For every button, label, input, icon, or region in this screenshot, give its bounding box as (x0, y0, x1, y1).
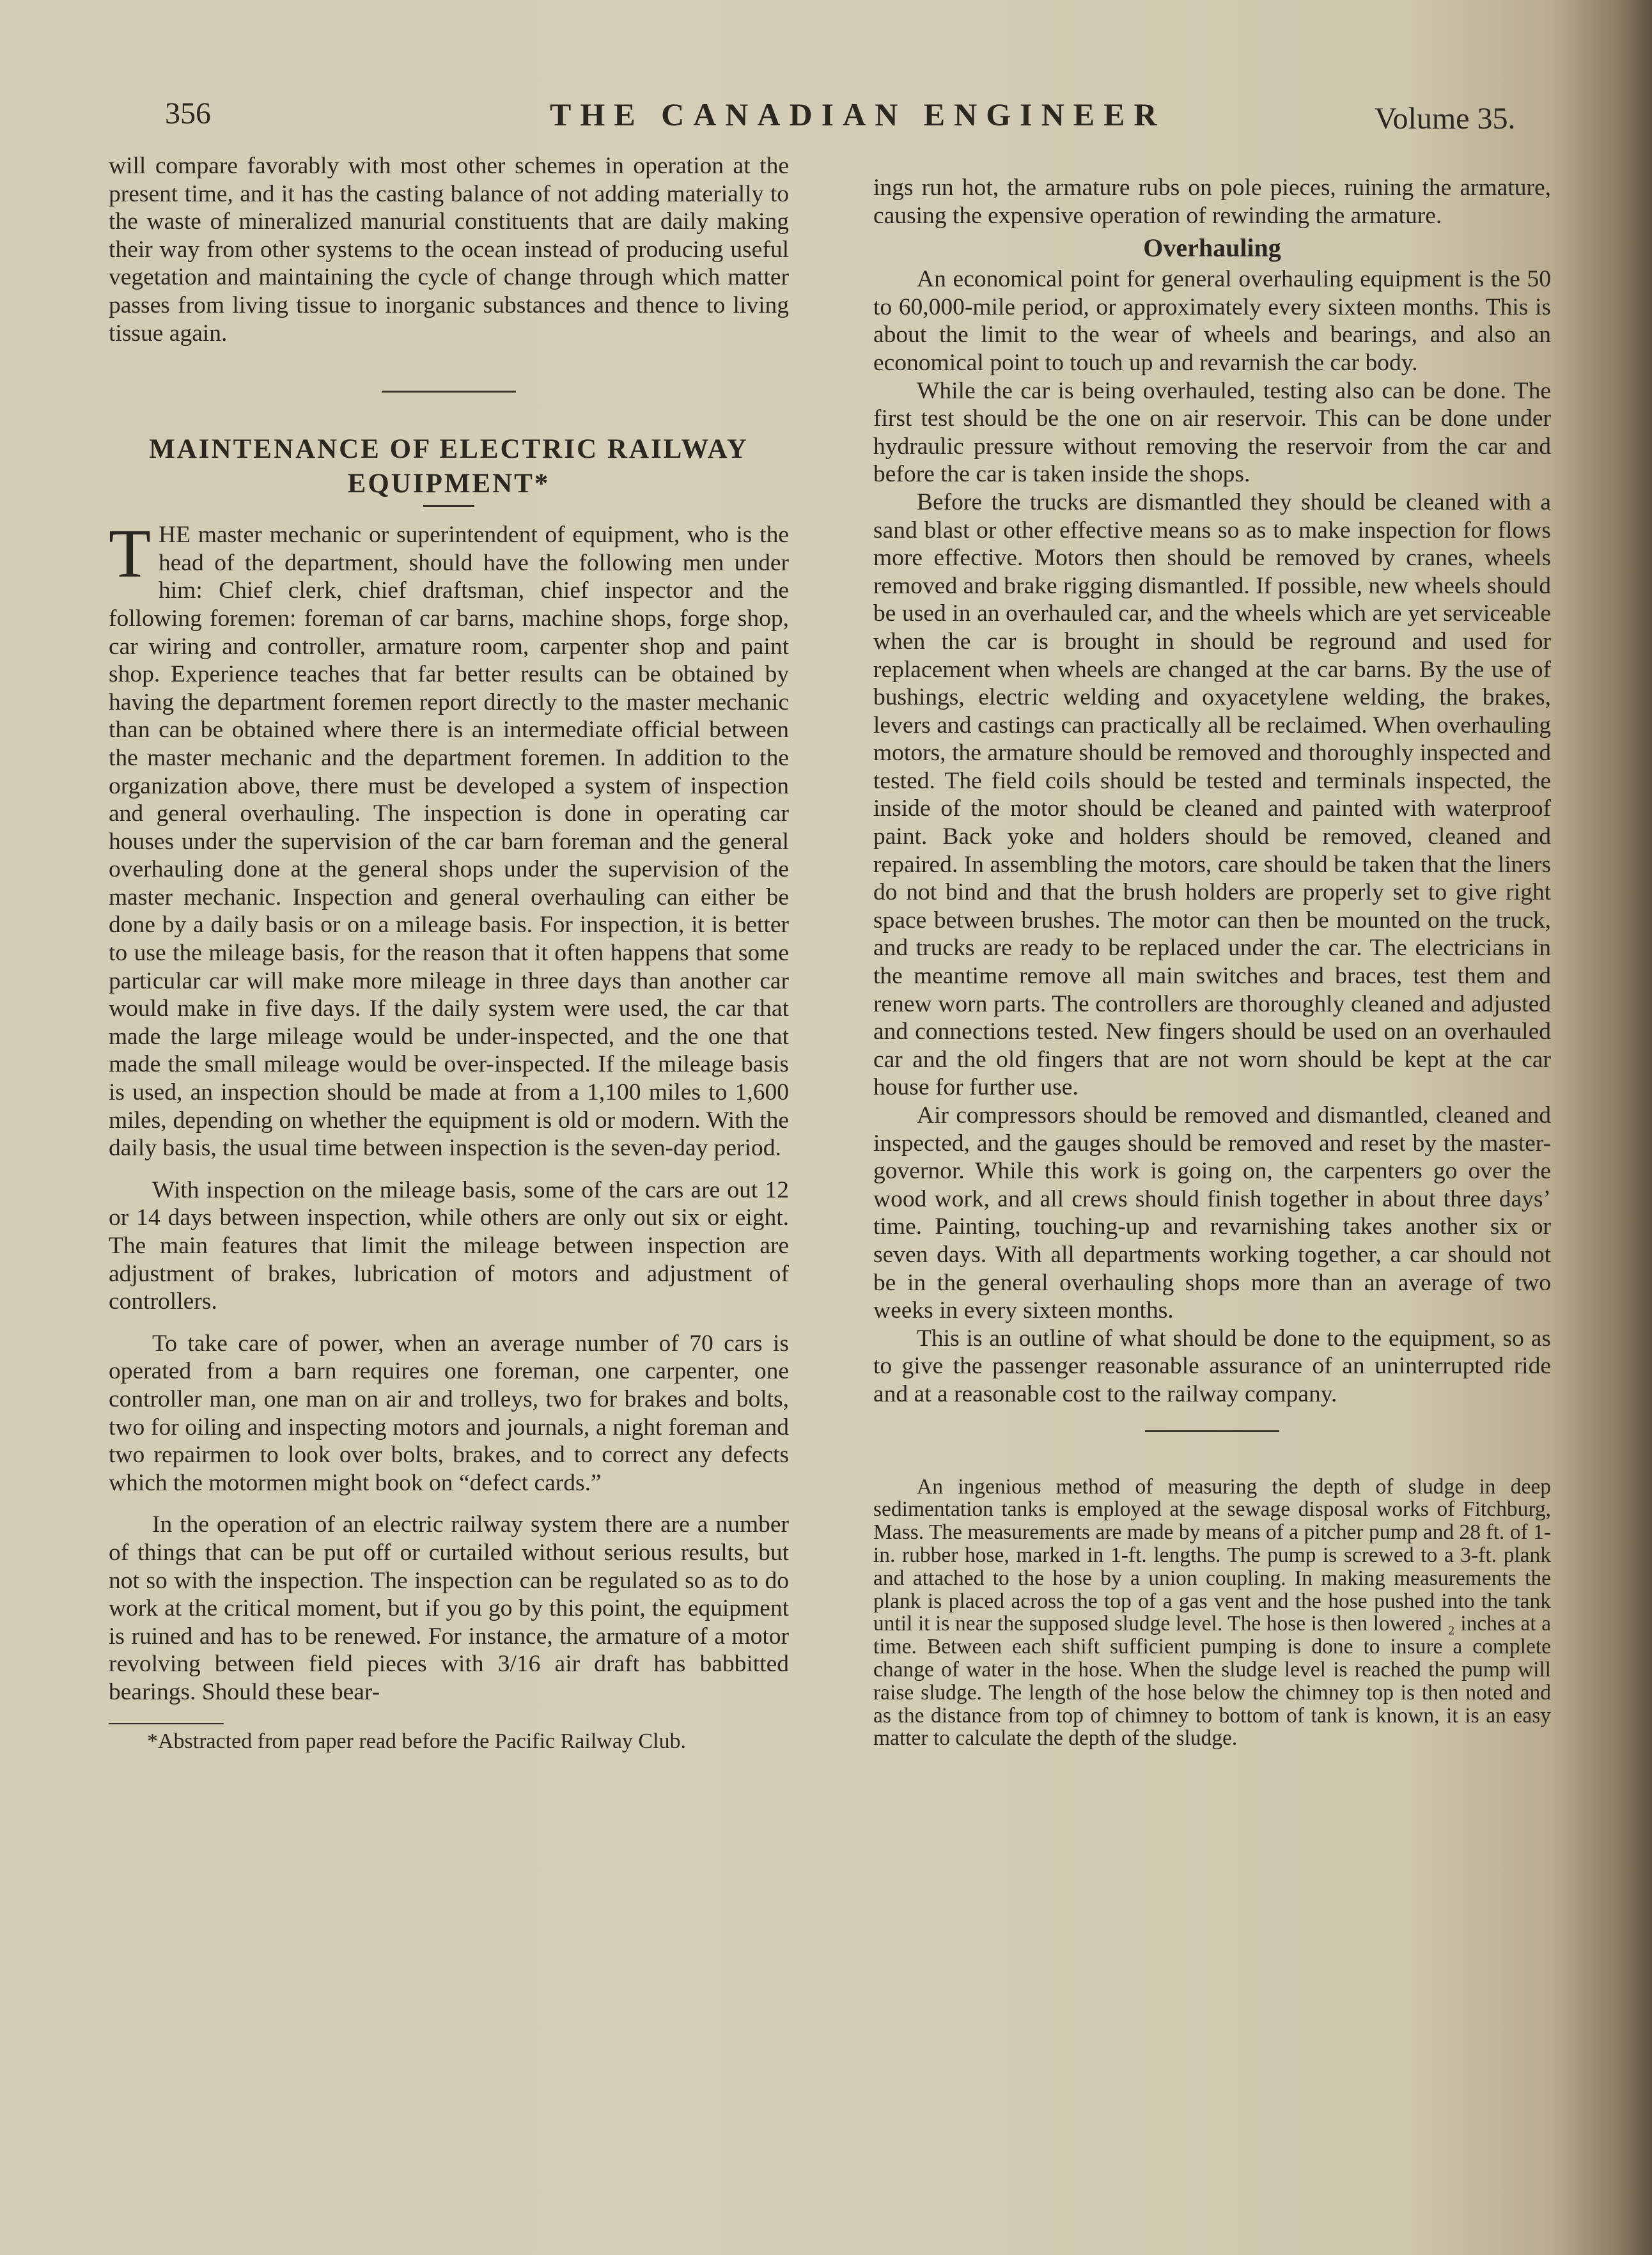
overhauling-paragraph-4: Air compressors should be removed and dismantled, cleaned and inspected, and the gauges should be removed and reset by the master-governor. While this work is going on, the carpenters go over the wood work, and all crews should finish together in about three days’ time. Painting, touching-up and revarnishing takes another six or seven days. With all departments working together, a car should not be in the general overhauling shops more than an average of two weeks in every sixteen months. (873, 1102, 1551, 1324)
running-header (0, 96, 1652, 153)
journal-title: THE CANADIAN ENGINEER (550, 97, 1166, 132)
right-column (873, 174, 1551, 1750)
article-paragraph-2: With inspection on the mileage basis, some of the cars are out 12 or 14 days between inspection, while others are only out six or eight. The main features that limit the mileage between inspection are adjustment of brakes, lubrication of motors and adjustment of controllers. (109, 1176, 789, 1315)
section-heading: Overhauling (1143, 233, 1281, 263)
footnote-text: *Abstracted from paper read before the Pacific Railway Club. (147, 1729, 687, 1753)
sludge-note (873, 1476, 1551, 1751)
article-paragraph-3: To take care of power, when an average number of 70 cars is operated from a barn requires one foreman, one carpenter, one controller man, one man on air and trolleys, two for brakes and bolts, two for oiling and inspecting motors and journals, a night foreman and two repairmen to look over bolts, brakes, and to correct any defects which the motormen might book on “defect cards.” (109, 1330, 789, 1496)
overhauling-paragraph-3: Before the trucks are dismantled they should be cleaned with a sand blast or other effective means so as to make inspection for flows more effective. Motors then should be removed by cranes, wheels removed and brake rigging dismantled. If possible, new wheels should be used in an overhauled car, and the wheels which are yet serviceable when the car is brought in should be reground and used for replacement when wheels are changed at the car barns. By the use of bushings, electric welding and oxyacetylene welding, the brakes, levers and castings can practically all be reclaimed. When overhauling motors, the armature should be removed and thoroughly inspected and tested. The field coils should be tested and terminals inspected, the inside of the motor should be cleaned and painted with waterproof paint. Back yoke and holders should be removed, cleaned and repaired. In assembling the motors, care should be taken that the liners do not bind and that the brush holders are properly set to give right space between brushes. The motor can then be mounted on the truck, and trucks are ready to be replaced under the car. The electricians in the meantime remove all main switches and braces, test them and renew worn parts. The controllers are thoroughly cleaned and adjusted and connections tested. New fingers should be used on an overhauled car and the old fingers that are not worn should be kept at the car house for further use. (873, 488, 1551, 1101)
article-paragraph-1-text: HE master mechanic or superintendent of equipment, who is the head of the department, should have the following men under him: Chief clerk, chief draftsman, chief inspector and the following foremen: foreman of car barns, machine shops, forge shop, car wiring and controller, armature room, carpenter shop and paint shop. Experience teaches that far better results can be obtained by having the department foremen report directly to the master mechanic than can be obtained where there is an intermediate official between the master mechanic and the department foremen. In addition to the organization above, there must be developed a system of inspection and general overhauling. The inspection is done in operating car houses under the supervision of the car barn foreman and the general overhauling done at the general shops under the supervision of the master mechanic. Inspection and general overhauling can either be done by a daily basis or on a mileage basis. For inspection, it is better to use the mileage basis, for the reason that it often happens that some particular car will make more mileage in three days than another car would make in five days. If the daily system were used, the car that made the large mileage would be under-inspected, and the one that made the small mileage would be over-inspected. If the mileage basis is used, an inspection should be made at from a 1,100 miles to 1,600 miles, depending on whether the equipment is old or modern. With the daily basis, the usual time between inspection is the seven-day period. (109, 522, 789, 1162)
article-paragraph-1 (109, 516, 789, 1162)
page-number: 356 (165, 97, 211, 130)
drop-cap: T (109, 516, 151, 593)
continued-paragraph: will compare favorably with most other schemes in operation at the present time, and it has the casting balance of not adding materially to the waste of mineralized manurial constituents that are daily making their way from other systems to the ocean instead of producing useful vegetation and maintaining the cycle of change through which matter passes from living tissue to inorganic substances and thence to living tissue again. (109, 153, 789, 347)
article-title (109, 432, 789, 501)
overhauling-paragraph-2: While the car is being overhauled, testing also can be done. The first test should be the one on air reservoir. This can be done under hydraulic pressure without removing the reservoir from the car and before the car is taken inside the shops. (873, 377, 1551, 488)
overhauling-paragraph-5: This is an outline of what should be done to the equipment, so as to give the passenger reasonable assurance of an uninterrupted ride and at a reasonable cost to the railway company. (873, 1325, 1551, 1407)
article-paragraph-4: In the operation of an electric railway system there are a number of things that can be put off or curtailed without serious results, but not so with the inspection. The inspection can be regulated so as to do work at the critical moment, but if you go by this point, the equipment is ruined and has to be renewed. For instance, the armature of a motor revolving between field pieces with 3/16 air draft has babbitted bearings. Should these bear- (109, 1511, 789, 1705)
article-title-line1: MAINTENANCE OF ELECTRIC RAILWAY (149, 434, 749, 465)
volume-label: Volume 35. (1375, 102, 1516, 136)
overhauling-paragraph-1: An economical point for general overhauling equipment is the 50 to 60,000-mile period, or approximately every sixteen months. This is about the limit to the wear of wheels and bearings, and also an economical point to touch up and revarnish the car body. (873, 266, 1551, 376)
sludge-note-text: An ingenious method of measuring the depth of sludge in deep sedimentation tanks is employed at the sewage disposal works of Fitchburg, Mass. The measurements are made by means of a pitcher pump and 28 ft. of 1-in. rubber hose, marked in 1-ft. lengths. The pump is screwed to a 3-ft. plank and attached to the hose by a union coupling. In making measurements the plank is placed across the top of a gas vent and the hose pushed into the tank until it is near the supposed sludge level. The hose is then lowered ₂ inches at a time. Between each shift sufficient pumping is done to insure a complete change of water in the hose. When the sludge level is reached the pump will raise sludge. The length of the hose below the chimney top is then noted and as the distance from top of chimney to bottom of tank is known, it is an easy matter to calculate the depth of the sludge. (873, 1474, 1551, 1751)
footnote (109, 1723, 789, 1754)
title-divider (423, 505, 474, 507)
left-column (109, 152, 789, 1754)
footnote-rule (109, 1723, 224, 1724)
section-divider-right (1145, 1430, 1279, 1432)
section-divider (382, 391, 516, 393)
article-title-line2: EQUIPMENT* (347, 469, 550, 499)
continued-paragraph-right: ings run hot, the armature rubs on pole pieces, ruining the armature, causing the expensive operation of rewinding the armature. (873, 175, 1551, 229)
